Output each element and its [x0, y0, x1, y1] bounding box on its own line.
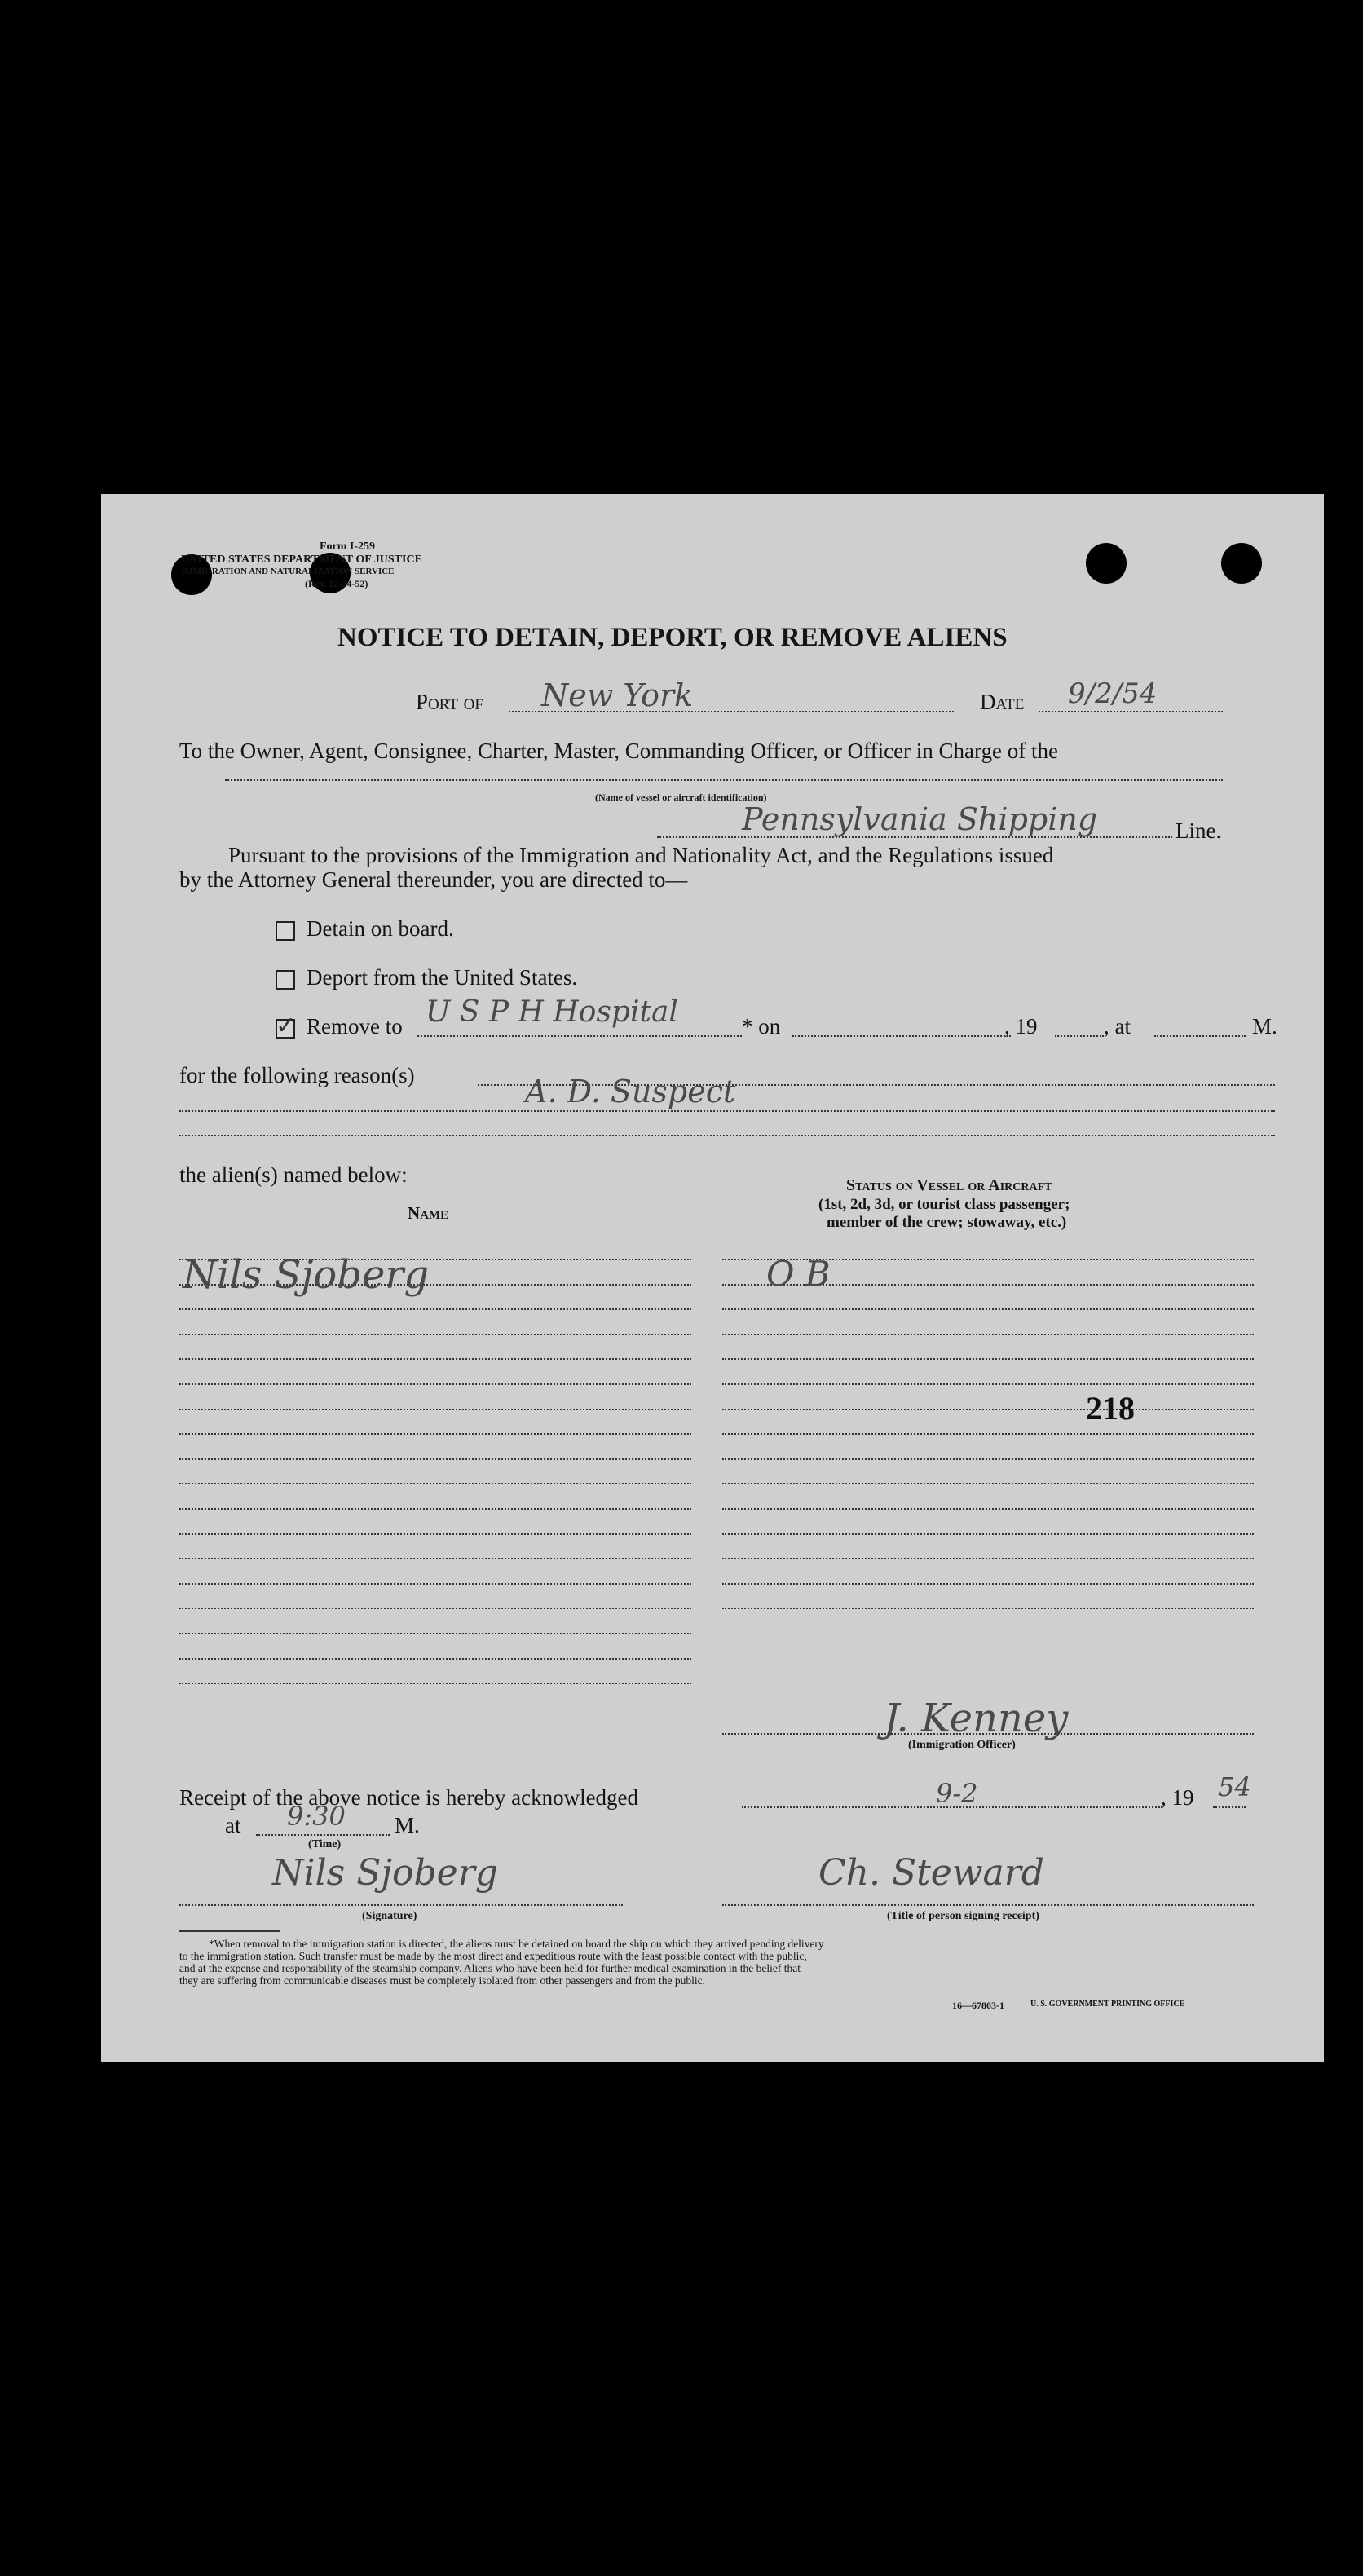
date-label: Date: [980, 690, 1025, 714]
vessel-caption: (Name of vessel or aircraft identification): [595, 792, 767, 803]
page-title: NOTICE TO DETAIN, DEPORT, OR REMOVE ALIENS: [337, 623, 1008, 652]
pursuant-text-2: by the Attorney General thereunder, you are directed to—: [179, 867, 688, 892]
remove-label: Remove to: [307, 1014, 403, 1039]
status-row-line: [722, 1583, 1254, 1585]
status-row-line: [722, 1409, 1254, 1410]
receipt-year-value: 54: [1218, 1771, 1251, 1802]
status-row-line: [722, 1458, 1254, 1460]
status-row-line: [722, 1533, 1254, 1535]
receipt-year-line: [1213, 1806, 1246, 1808]
name-row-line: [179, 1433, 691, 1435]
receipt-title-line: [722, 1904, 1254, 1906]
alien-status-value: O B: [766, 1254, 831, 1294]
receipt-signature-value: Nils Sjoberg: [272, 1852, 498, 1894]
aliens-label: the alien(s) named below:: [179, 1162, 408, 1187]
signature-caption: (Signature): [362, 1910, 417, 1922]
service-name: IMMIGRATION AND NATURALIZATION SERVICE: [181, 567, 395, 576]
status-row-line: [722, 1508, 1254, 1510]
receipt-m-label: M.: [395, 1813, 420, 1837]
printer-name: U. S. GOVERNMENT PRINTING OFFICE: [1030, 2000, 1185, 2009]
name-row-line: [179, 1458, 691, 1460]
receipt-year-label: , 19: [1161, 1785, 1194, 1810]
name-row-line: [179, 1558, 691, 1559]
status-row-line: [722, 1558, 1254, 1559]
status-row-line: [722, 1483, 1254, 1484]
checkmark-icon: ✓: [276, 1012, 297, 1039]
name-row-line: [179, 1483, 691, 1484]
status-row-line: [722, 1608, 1254, 1609]
port-label: Port of: [416, 690, 483, 714]
port-value: New York: [541, 677, 694, 713]
detain-checkbox[interactable]: [276, 921, 295, 941]
reason-label: for the following reason(s): [179, 1063, 415, 1087]
line-label: Line.: [1176, 818, 1222, 843]
footnote-line: and at the expense and responsibility of the steamship company. Aliens who have been held for further medical examination in the belief that: [179, 1962, 801, 1974]
at-label: , at: [1104, 1014, 1131, 1039]
time-caption: (Time): [308, 1838, 342, 1850]
remove-value: U S P H Hospital: [426, 995, 678, 1029]
status-row-line: [722, 1383, 1254, 1385]
name-row-line: [179, 1608, 691, 1609]
stamp-number: 218: [1086, 1390, 1135, 1427]
remove-checkbox[interactable]: [276, 1012, 297, 1039]
name-row-line: [179, 1508, 691, 1510]
form-revision: (Rev. 12-24-52): [305, 578, 368, 589]
form-document: [101, 494, 1324, 2062]
name-column-header: Name: [408, 1203, 449, 1223]
punch-hole: [1086, 543, 1127, 584]
status-column-subheader: member of the crew; stowaway, etc.): [827, 1214, 1067, 1231]
status-row-line: [722, 1433, 1254, 1435]
receipt-time-value: 9:30: [287, 1801, 346, 1832]
officer-signature: J. Kenney: [884, 1696, 1069, 1741]
name-row-line: [179, 1358, 691, 1360]
detain-label: Detain on board.: [307, 916, 454, 941]
print-code: 16—67803-1: [952, 2000, 1004, 2011]
pursuant-text-1: Pursuant to the provisions of the Immigration and Nationality Act, and the Regulations issued: [228, 843, 1054, 867]
receipt-date-value: 9-2: [936, 1778, 978, 1809]
on-label: * on: [742, 1014, 781, 1039]
reason-extra-line: [179, 1110, 1275, 1112]
status-column-subheader: (1st, 2d, 3d, or tourist class passenger;: [818, 1196, 1070, 1213]
name-row-line: [179, 1658, 691, 1660]
receipt-at-label: at: [225, 1813, 241, 1837]
on-field-line: [792, 1035, 1011, 1037]
date-field-line: [1039, 711, 1223, 712]
footnote-line: *When removal to the immigration station is directed, the aliens must be detained on board the ship on which they arrived pending delivery: [209, 1938, 824, 1950]
name-row-line: [179, 1633, 691, 1634]
date-value: 9/2/54: [1068, 677, 1158, 710]
status-column-header: Status on Vessel or Aircraft: [846, 1176, 1052, 1194]
status-row-line: [722, 1308, 1254, 1310]
footnote-line: to the immigration station. Such transfer must be made by the most direct and expeditious route with the least possible contact with the public,: [179, 1950, 807, 1962]
deport-checkbox[interactable]: [276, 970, 295, 990]
remove-field-line: [417, 1035, 742, 1037]
officer-caption: (Immigration Officer): [908, 1739, 1016, 1751]
m-label: M.: [1252, 1014, 1277, 1039]
punch-hole: [1221, 543, 1262, 584]
year-label: , 19: [1004, 1014, 1038, 1039]
receipt-signature-line: [179, 1904, 623, 1906]
dept-name: UNITED STATES DEPARTMENT OF JUSTICE: [181, 554, 422, 566]
name-row-line: [179, 1383, 691, 1385]
name-row-line: [179, 1308, 691, 1310]
reason-value: A. D. Suspect: [525, 1074, 736, 1109]
name-row-line: [179, 1583, 691, 1585]
to-owner-text: To the Owner, Agent, Consignee, Charter, Master, Commanding Officer, or Officer in Charge of the: [179, 739, 1059, 763]
receipt-label: Receipt of the above notice is hereby acknowledged: [179, 1785, 639, 1810]
name-row-line: [179, 1409, 691, 1410]
status-row-line: [722, 1334, 1254, 1335]
deport-label: Deport from the United States.: [307, 965, 578, 990]
form-id: Form I-259: [320, 540, 376, 553]
footnote-line: they are suffering from communicable diseases must be completely isolated from other passengers and from the public.: [179, 1974, 705, 1987]
receipt-time-line: [256, 1834, 390, 1836]
name-row-line: [179, 1334, 691, 1335]
vessel-field-line: [225, 779, 1223, 781]
name-row-line: [179, 1533, 691, 1535]
alien-name-value: Nils Sjoberg: [183, 1252, 430, 1298]
at-field-line: [1154, 1035, 1246, 1037]
officer-signature-line: [722, 1733, 1254, 1735]
reason-extra-line: [179, 1135, 1275, 1136]
title-caption: (Title of person signing receipt): [887, 1910, 1039, 1922]
name-row-line: [179, 1683, 691, 1684]
line-value: Pennsylvania Shipping: [742, 801, 1098, 837]
footnote-divider: [179, 1930, 280, 1932]
status-row-line: [722, 1358, 1254, 1360]
receipt-title-value: Ch. Steward: [818, 1852, 1044, 1894]
year-field-line: [1055, 1035, 1104, 1037]
